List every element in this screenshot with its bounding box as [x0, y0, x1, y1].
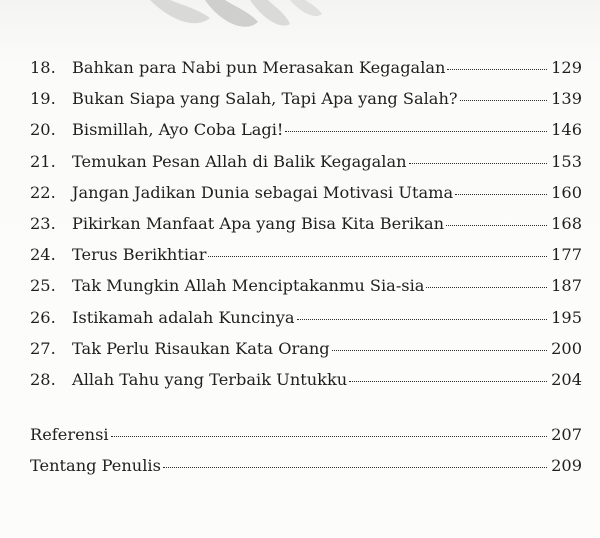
page-number: 139 [551, 89, 582, 109]
page-number: 177 [551, 245, 582, 265]
chapter-title: Jangan Jadikan Dunia sebagai Motivasi Utama [72, 182, 454, 202]
page-number: 207 [551, 425, 582, 444]
chapter-title: Temukan Pesan Allah di Balik Kegagalan [72, 151, 407, 171]
toc-entry[interactable] [30, 58, 582, 89]
chapter-title: Tak Perlu Risaukan Kata Orang [72, 338, 330, 358]
chapter-title: Allah Tahu yang Terbaik Untukku [72, 369, 348, 389]
toc-entry[interactable] [30, 120, 582, 151]
chapter-title: Istikamah adalah Kuncinya [72, 307, 295, 327]
dot-leader [297, 319, 548, 320]
toc-entry[interactable] [30, 214, 582, 245]
dot-leader [208, 256, 547, 257]
chapter-number: 21. [30, 151, 56, 171]
dot-leader [446, 225, 547, 226]
toc-entry[interactable] [30, 89, 582, 120]
section-title: Tentang Penulis [30, 456, 161, 475]
page-number: 187 [551, 276, 582, 296]
toc-entry[interactable] [30, 276, 582, 307]
dot-leader [426, 287, 547, 288]
page-number: 200 [551, 338, 582, 358]
dot-leader [447, 69, 547, 70]
page-number: 209 [551, 456, 582, 475]
toc-entry-references[interactable] [30, 425, 582, 456]
dot-leader [455, 194, 547, 195]
page-number: 168 [551, 213, 582, 233]
chapter-number: 19. [30, 89, 56, 109]
toc-entry[interactable] [30, 370, 582, 401]
chapter-title: Tak Mungkin Allah Menciptakanmu Sia-sia [72, 276, 425, 296]
chapter-number: 24. [30, 245, 56, 265]
dot-leader [163, 467, 547, 468]
chapter-title: Terus Berikhtiar [72, 245, 207, 265]
chapter-number: 26. [30, 307, 56, 327]
toc-entry[interactable] [30, 183, 582, 214]
toc-entry[interactable] [30, 152, 582, 183]
dot-leader [285, 131, 547, 132]
toc-entry[interactable] [30, 339, 582, 370]
page-number: 129 [551, 58, 582, 77]
dot-leader [332, 350, 547, 351]
toc-entry[interactable] [30, 245, 582, 276]
toc-entry[interactable] [30, 308, 582, 339]
page-number: 195 [551, 307, 582, 327]
chapter-number: 22. [30, 182, 56, 202]
page-number: 146 [551, 120, 582, 140]
dot-leader [111, 436, 548, 437]
table-of-contents [30, 58, 582, 401]
back-matter [30, 425, 582, 487]
chapter-title: Bukan Siapa yang Salah, Tapi Apa yang Salah? [72, 89, 458, 109]
chapter-number: 23. [30, 213, 56, 233]
chapter-number: 27. [30, 338, 56, 358]
chapter-number: 20. [30, 120, 56, 140]
chapter-number: 28. [30, 369, 56, 389]
chapter-title: Bahkan para Nabi pun Merasakan Kegagalan [72, 58, 446, 77]
toc-entry-about-author[interactable] [30, 456, 582, 487]
dot-leader [349, 381, 547, 382]
chapter-title: Bismillah, Ayo Coba Lagi! [72, 120, 284, 140]
page-number: 204 [551, 369, 582, 389]
decorative-leaf-illustration [140, 0, 340, 40]
dot-leader [460, 100, 548, 101]
page-number: 153 [551, 151, 582, 171]
section-title: Referensi [30, 425, 109, 444]
chapter-title: Pikirkan Manfaat Apa yang Bisa Kita Berikan [72, 213, 445, 233]
dot-leader [409, 163, 548, 164]
chapter-number: 25. [30, 276, 56, 296]
chapter-number: 18. [30, 58, 56, 77]
page-number: 160 [551, 182, 582, 202]
